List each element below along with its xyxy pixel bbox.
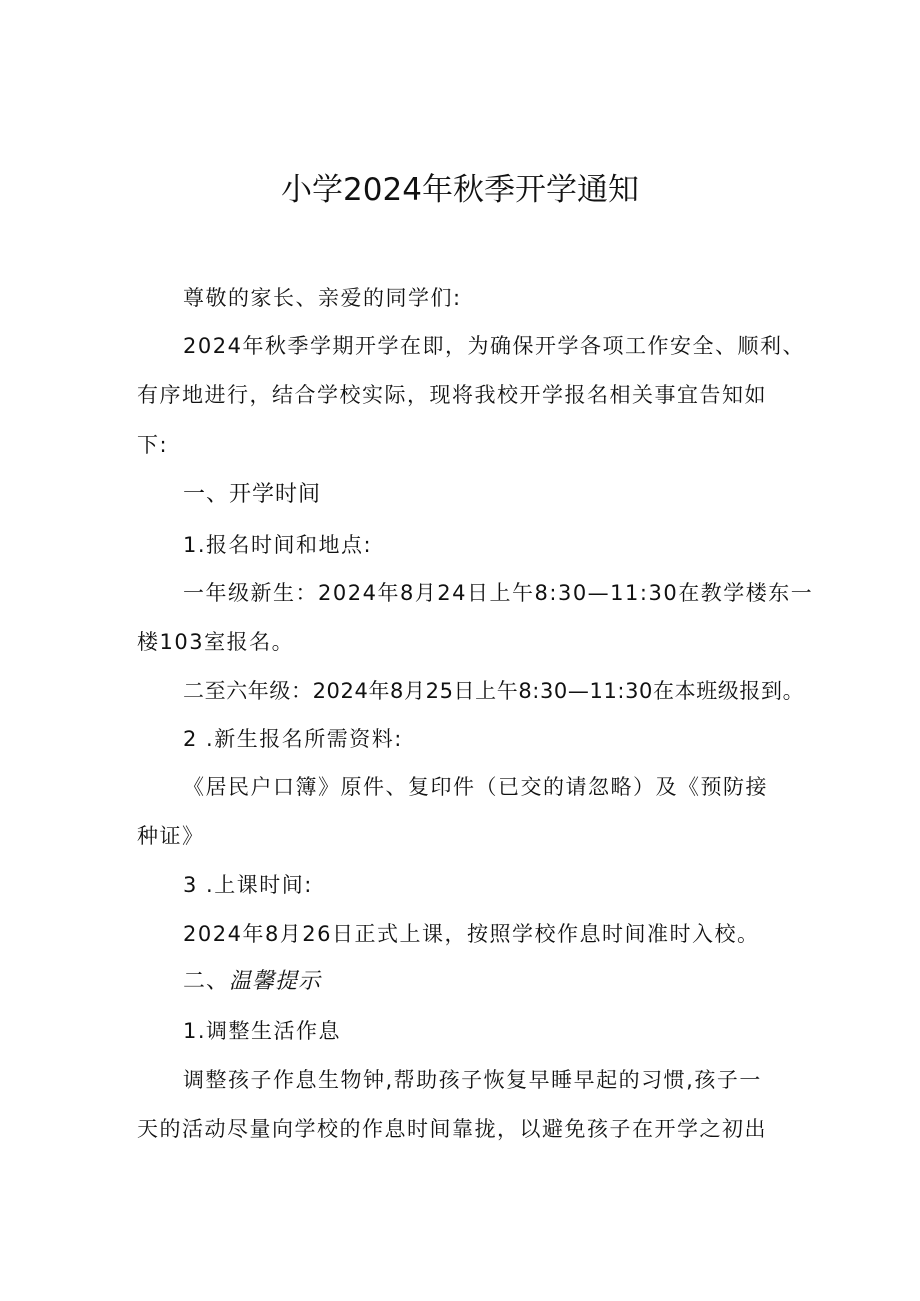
intro-line-2: 有序地进行，结合学校实际，现将我校开学报名相关事宜告知如: [137, 383, 767, 407]
routine-line-2: 天的活动尽量向学校的作息时间靠拢，以避免孩子在开学之初出: [137, 1117, 767, 1141]
section-2-heading: [183, 968, 321, 996]
intro-line-1: 2024年秋季学期开学在即，为确保开学各项工作安全、顺利、: [183, 334, 805, 358]
materials-line-1: 《居民户口簿》原件、复印件（已交的请忽略）及《预防接: [183, 775, 768, 799]
section-1-item-1-title: 1.报名时间和地点:: [183, 533, 373, 557]
section-2-item-1-title: 1.调整生活作息: [183, 1019, 342, 1043]
class-start-line: 2024年8月26日正式上课，按照学校作息时间准时入校。: [183, 922, 760, 946]
section-1-heading-text: 开学时间: [229, 482, 322, 507]
intro-line-3: 下:: [137, 433, 169, 457]
section-2-heading-text: 温馨提示: [229, 969, 322, 994]
greeting: 尊敬的家长、亲爱的同学们:: [183, 286, 462, 310]
section-1-item-3-title: 3 .上课时间:: [183, 873, 313, 897]
section-1-heading: [183, 481, 321, 509]
section-1-heading-prefix: 一、: [183, 482, 230, 507]
grade-1-line-1: 一年级新生：2024年8月24日上午8:30—11:30在教学楼东一: [183, 581, 814, 605]
document-title: 小学2024年秋季开学通知: [281, 172, 639, 208]
routine-line-1: 调整孩子作息生物钟,帮助孩子恢复早睡早起的习惯,孩子一: [183, 1068, 762, 1092]
grade-2-to-6-line: 二至六年级：2024年8月25日上午8:30—11:30在本班级报到。: [183, 679, 805, 703]
materials-line-2: 种证》: [137, 824, 205, 848]
section-1-item-2-title: 2 .新生报名所需资料:: [183, 727, 403, 751]
section-2-heading-prefix: 二、: [183, 969, 230, 994]
grade-1-line-2: 楼103室报名。: [137, 630, 295, 654]
